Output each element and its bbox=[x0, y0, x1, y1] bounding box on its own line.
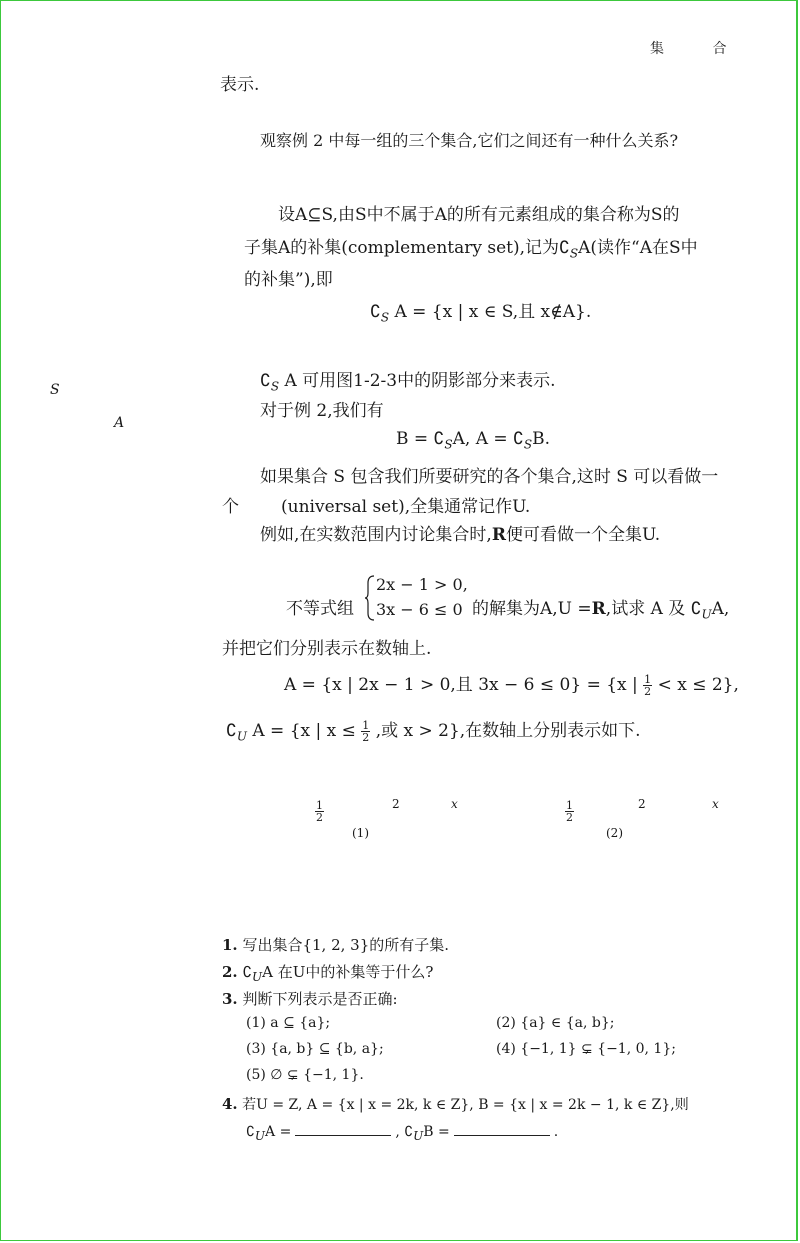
exercise-3-item-3: (3) {a, b} ⊆ {b, a}; bbox=[246, 1041, 384, 1057]
universal-line-3: 例如,在实数范围内讨论集合时,R便可看做一个全集U. bbox=[260, 525, 661, 545]
axis-right-two: 2 bbox=[638, 797, 646, 811]
exercise-4: 4. 若U = Z, A = {x | x = 2k, k ∈ Z}, B = {x | x = 2k − 1, k ∈ Z},则 bbox=[222, 1095, 689, 1113]
answer-blank-1[interactable] bbox=[295, 1121, 391, 1136]
figure-label-a: A bbox=[114, 415, 125, 431]
axis-right-x: x bbox=[712, 797, 719, 811]
answer-blank-2[interactable] bbox=[454, 1121, 550, 1136]
example-tail: 的解集为A,U =R,试求 A 及 $∁_UA$, bbox=[472, 599, 730, 622]
axis-right-half: $\frac{1}{2}$ bbox=[566, 799, 573, 824]
example2-formula: $B = ∁_SA$, $A = ∁_SB$. bbox=[396, 429, 550, 452]
solution-complement: $∁_U$ A = {x | x ≤ $\frac{1}{2}$ ,或 x > 2},在数轴上分别表示如下. bbox=[226, 719, 641, 744]
definition-line-2: 子集A的补集(complementary set),记为$∁_SA$(读作“A在S中 bbox=[244, 238, 698, 261]
axis-left-two: 2 bbox=[392, 797, 400, 811]
exercise-3-item-5: (5) ∅ ⊊ {−1, 1}. bbox=[246, 1067, 364, 1083]
definition-formula: $∁_S$ A = {x | x ∈ S,且 x∉A}. bbox=[370, 302, 592, 325]
definition-line-3: 的补集”),即 bbox=[244, 270, 333, 290]
exercise-1: 1. 写出集合{1, 2, 3}的所有子集. bbox=[222, 936, 450, 954]
solution-a: A = {x | 2x − 1 > 0,且 3x − 6 ≤ 0} = {x | $\frac{1}{2}$ < x ≤ 2}, bbox=[284, 673, 739, 698]
axis-left-half: $\frac{1}{2}$ bbox=[316, 799, 323, 824]
definition-line-1: 设A⊆S,由S中不属于A的所有元素组成的集合称为S的 bbox=[278, 205, 680, 225]
example-lead: 不等式组 bbox=[286, 599, 354, 619]
complement-shade-text: $∁_S$ A 可用图1-2-3中的阴影部分来表示. bbox=[260, 371, 556, 394]
page-header: 集 合 bbox=[650, 41, 749, 57]
universal-line-2: 个 (universal set),全集通常记作U. bbox=[222, 497, 531, 517]
exercise-2: 2. $∁_UA$ 在U中的补集等于什么? bbox=[222, 963, 434, 984]
inequality-1: 2x − 1 > 0, bbox=[376, 575, 468, 594]
axis-left-caption: (1) bbox=[352, 826, 369, 840]
brace-icon bbox=[364, 575, 376, 621]
question-text: 观察例 2 中每一组的三个集合,它们之间还有一种什么关系? bbox=[260, 131, 679, 150]
inequality-2: 3x − 6 ≤ 0 bbox=[376, 600, 463, 619]
universal-line-1: 如果集合 S 包含我们所要研究的各个集合,这时 S 可以看做一 bbox=[260, 467, 719, 487]
axis-right-caption: (2) bbox=[606, 826, 623, 840]
figure-label-s: S bbox=[50, 382, 60, 398]
exercise-3-item-4: (4) {−1, 1} ⊊ {−1, 0, 1}; bbox=[496, 1041, 676, 1057]
example2-text: 对于例 2,我们有 bbox=[260, 401, 384, 421]
example-line-2: 并把它们分别表示在数轴上. bbox=[222, 639, 432, 659]
axis-left-x: x bbox=[451, 797, 458, 811]
exercise-3-item-2: (2) {a} ∈ {a, b}; bbox=[496, 1015, 615, 1031]
exercise-3-item-1: (1) a ⊆ {a}; bbox=[246, 1015, 331, 1031]
exercise-3: 3. 判断下列表示是否正确: bbox=[222, 990, 398, 1008]
exercise-4-line-2: $∁_UA$ = , $∁_UB$ = . bbox=[246, 1121, 558, 1143]
intro-tail: 表示. bbox=[220, 75, 260, 95]
